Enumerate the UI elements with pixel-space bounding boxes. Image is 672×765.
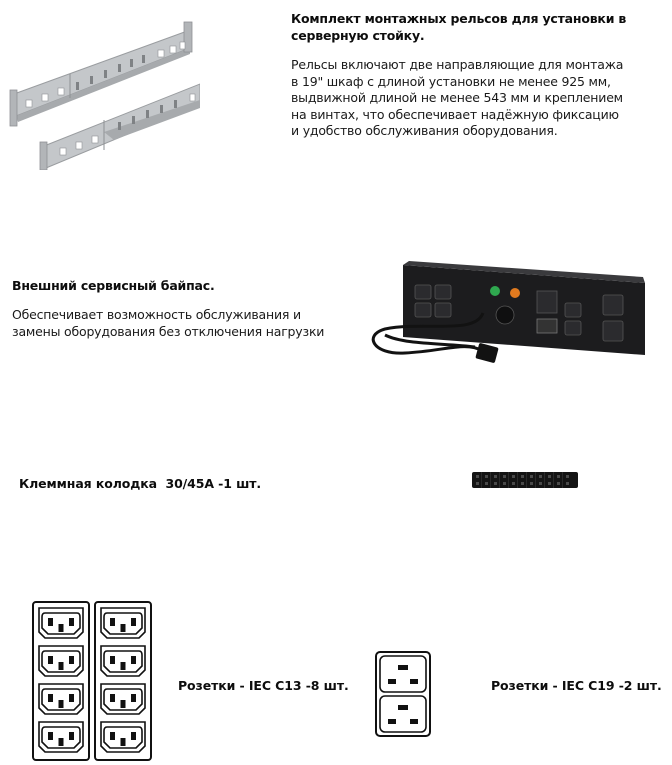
bypass-image [365,255,655,370]
rails-section-text [291,10,666,140]
c19-outlets-label: Розетки - IEC C19 -2 шт. [491,678,662,693]
rails-title [291,10,666,44]
iec-c19-outlets-icon [375,651,431,737]
bypass-description-line: замены оборудования без отключения нагрузки [12,323,325,339]
bypass-description [12,307,352,340]
rails-description-line: в 19" шкаф с длиной установки не менее 925 мм, [291,73,611,89]
bypass-module-icon [365,255,655,370]
bypass-description-line: Обеспечивает возможность обслуживания и [12,307,301,322]
c13-outlets-label: Розетки - IEC C13 -8 шт. [178,678,349,693]
terminal-block-icon [472,469,578,491]
rails-image [4,8,200,170]
c19-outlets-image [375,651,431,737]
terminal-block-image [472,469,578,491]
terminal-block-label: Клеммная колодка 30/45А -1 шт. [19,476,262,491]
bypass-title: Внешний сервисный байпас. [12,278,215,293]
iec-c13-outlets-icon [32,601,152,761]
rails-description-line: выдвижной длиной не менее 543 мм и креплением [291,90,623,105]
rails-description-line: Рельсы включают две направляющие для монтажа [291,57,624,72]
c13-outlets-image [32,601,152,761]
rails-title-line-2: серверную стойку. [291,28,425,43]
rack-rails-icon [4,8,200,170]
rails-title-line-1: Комплект монтажных рельсов для установки в [291,11,627,26]
rails-description-line: на винтах, что обеспечивает надёжную фиксацию [291,106,619,122]
rails-description [291,57,666,140]
rails-description-line: и удобство обслуживания оборудования. [291,123,558,138]
bypass-section-text [12,277,352,340]
